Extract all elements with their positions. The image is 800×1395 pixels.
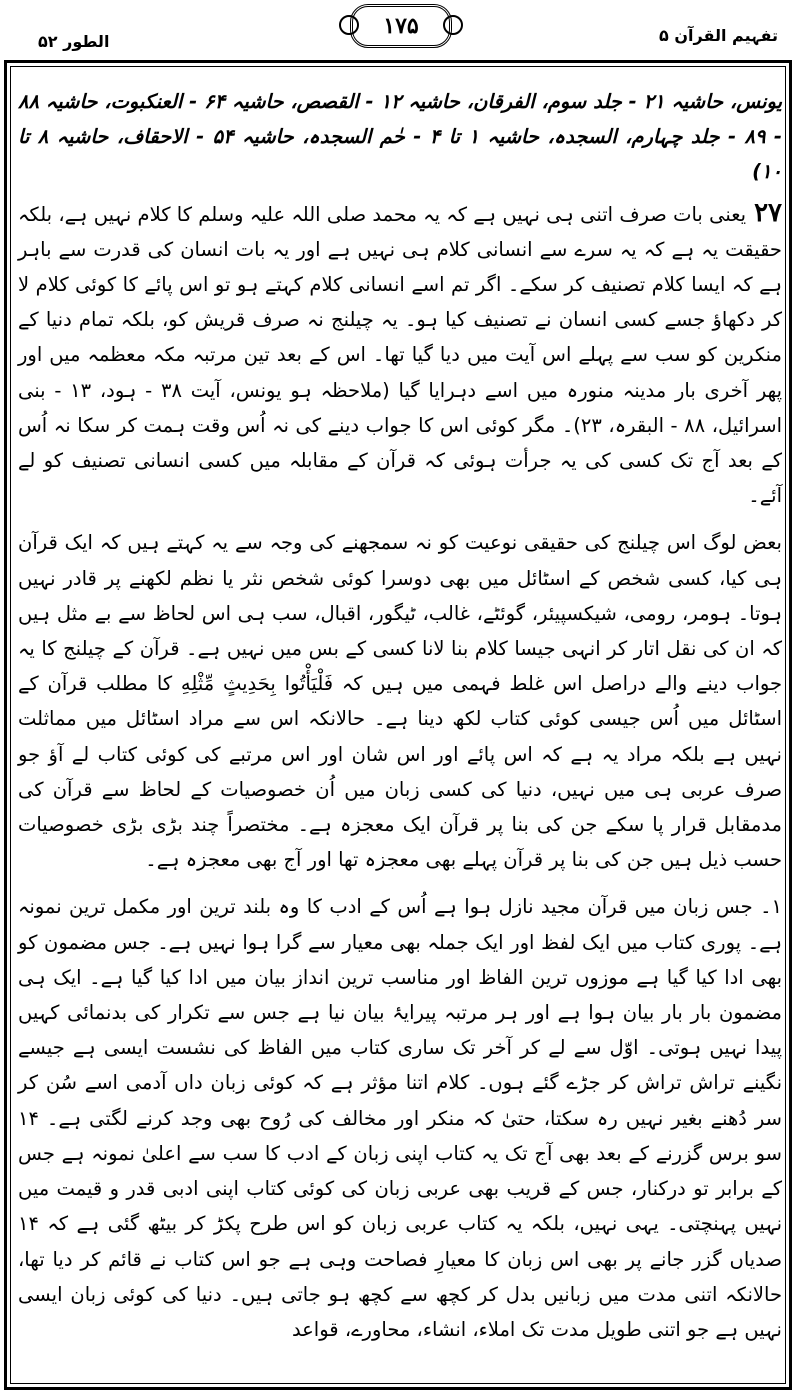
paragraph-3: ۱۔ جس زبان میں قرآن مجید نازل ہوا ہے اُس کے ادب کا وہ بلند ترین اور مکمل ترین نمونہ ہے۔ پوری کتاب میں ایک لفظ اور ایک جملہ بھی معیار سے گرا ہوا نہیں ہے۔ جس مضمون کو بھی ادا کیا گیا ہے موزوں ترین الفاظ اور مناسب ترین انداز بیان میں ادا کیا گیا ہے۔ ایک ہی مضمون بار بار بیان ہوا ہے اور ہر مرتبہ پیرایۂ بیان نیا ہے جس سے تکرار کی بدنمائی کہیں پیدا نہیں ہوتی۔ اوّل سے لے کر آخر تک ساری کتاب میں الفاظ کی نشست ایسی ہے جیسے نگینے تراش تراش کر جڑے گئے ہوں۔ کلام اتنا مؤثر ہے کہ کوئی زبان داں آدمی اسے سُن کر سر دُھنے بغیر نہیں رہ سکتا، حتیٰ کہ منکر اور مخالف کی رُوح بھی وجد کرنے لگتی ہے۔ ۱۴ سو برس گزرنے کے بعد بھی آج تک یہ کتاب اپنی زبان کے ادب کا سب سے اعلیٰ نمونہ ہے جس کے برابر تو درکنار، جس کے قریب بھی عربی زبان کی کوئی کتاب اپنی ادبی قدر و قیمت میں نہیں پہنچتی۔ یہی نہیں، بلکہ یہ کتاب عربی زبان کو اس طرح پکڑ کر بیٹھ گئی ہے کہ ۱۴ صدیاں گزر جانے پر بھی اس زبان کا معیارِ فصاحت وہی ہے جو اس کتاب نے قائم کر دیا تھا، حالانکہ اتنی مدت میں زبانیں بدل کر کچھ سے کچھ ہو جاتی ہیں۔ دنیا کی کوئی زبان ایسی نہیں ہے جو اتنی طویل مدت تک املاء، انشاء، محاورے، قواعد: [18, 895, 782, 1341]
book-title: تفہیم القرآن ۵: [659, 26, 778, 45]
page-body: [18, 84, 782, 1384]
paragraph-1-text: یعنی بات صرف اتنی ہی نہیں ہے کہ یہ محمد صلی اللہ علیہ وسلم کا کلام نہیں ہے، بلکہ حقیقت یہ ہے کہ یہ سرے سے انسانی کلام ہی نہیں ہے اور یہ بات انسان کی قدرت سے باہر ہے کہ ایسا کلام تصنیف کر سکے۔ اگر تم اسے انسانی کلام کہتے ہو تو اس پائے کا کوئی کلام لا کر دکھاؤ جسے کسی انسان نے تصنیف کیا ہو۔ یہ چیلنج نہ صرف قریش کو، بلکہ تمام دنیا کے منکرین کو سب سے پہلے اس آیت میں دیا گیا تھا۔ اس کے بعد تین مرتبہ مکہ معظمہ میں اور پھر آخری بار مدینہ منورہ میں اسے دہرایا گیا (ملاحظہ ہو یونس، آیت ۳۸ - ہود، ۱۳ - بنی اسرائیل، ۸۸ - البقرہ، ۲۳)۔ مگر کوئی اس کا جواب دینے کی نہ اُس وقت ہمت کر سکا نہ اُس کے بعد آج تک کسی کی یہ جرأت ہوئی کہ قرآن کے مقابلہ میں کسی انسانی تصنیف کو لے آئے۔: [18, 202, 783, 508]
page-header: [0, 0, 800, 58]
footnote-number: ۲۷: [754, 197, 782, 228]
references-block: یونس، حاشیہ ۲۱ - جلد سوم، الفرقان، حاشیہ ۱۲ - القصص، حاشیہ ۶۴ - العنکبوت، حاشیہ ۸۸ - ۸۹ - جلد چہارم، السجدہ، حاشیہ ۱ تا ۴ - حٰم السجدہ، حاشیہ ۵۴ - الاحقاف، حاشیہ ۸ تا ۱۰): [18, 90, 782, 184]
page-number: ۱۷۵: [350, 4, 452, 48]
surah-reference: الطور ۵۲: [38, 32, 110, 51]
paragraph-1: [18, 196, 782, 514]
paragraph-2: بعض لوگ اس چیلنج کی حقیقی نوعیت کو نہ سمجھنے کی وجہ سے یہ کہتے ہیں کہ ایک قرآن ہی کیا، کسی شخص کے اسٹائل میں بھی دوسرا کوئی شخص نثر یا نظم لکھنے پر قادر نہیں ہوتا۔ ہومر، رومی، شیکسپیئر، گوئٹے، غالب، ٹیگور، اقبال، سب ہی اس لحاظ سے بے مثل ہیں کہ ان کی نقل اتار کر انہی جیسا کلام بنا لانا کسی کے بس میں نہیں ہے۔ قرآن کے چیلنج کا یہ جواب دینے والے دراصل اس غلط فہمی میں ہیں کہ فَلْيَأْتُوا بِحَدِيثٍ مِّثْلِهِ کا مطلب قرآن کے اسٹائل میں اُس جیسی کوئی کتاب لکھ دینا ہے۔ حالانکہ اس سے مراد اسٹائل میں مماثلت نہیں ہے بلکہ مراد یہ ہے کہ اس پائے اور اس شان اور اس مرتبے کی کوئی کتاب لے آؤ جو صرف عربی ہی میں نہیں، دنیا کی کسی زبان میں اُن خصوصیات کے لحاظ سے قرآن کی مدمقابل قرار پا سکے جن کی بنا پر قرآن ایک معجزہ ہے۔ مختصراً چند بڑی بڑی خصوصیات حسب ذیل ہیں جن کی بنا پر قرآن پہلے بھی معجزہ تھا اور آج بھی معجزہ ہے۔: [18, 531, 782, 872]
